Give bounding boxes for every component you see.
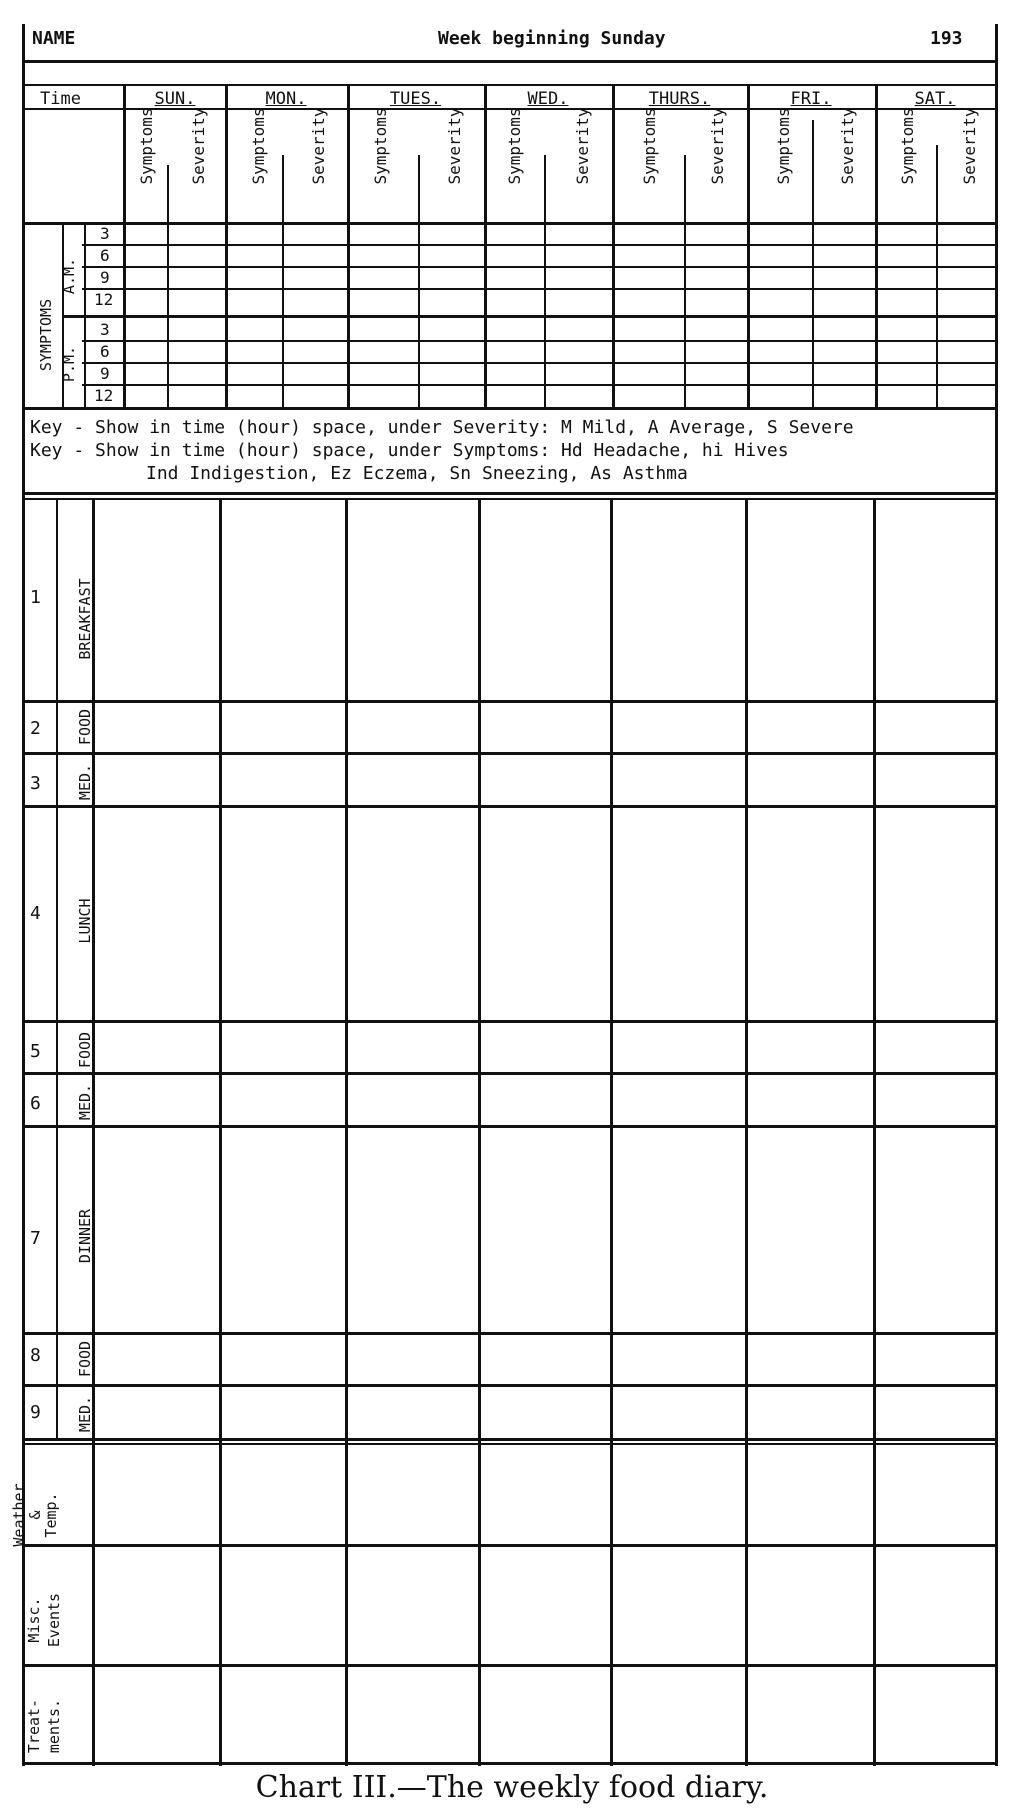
subcol-sat-severity: Severity [960,107,979,185]
hline-treatments-bottom [22,1762,998,1765]
row-num-2: 2 [30,718,41,739]
vline-meal-sun-mon [219,498,222,1766]
row-label-lunch: LUNCH [76,898,94,944]
vline-fri-sat [875,84,878,409]
row-label-breakfast: BREAKFAST [76,578,94,660]
vline-mon-tue [347,84,350,409]
hline-dinner-bottom [22,1332,998,1335]
misc-line-1: Misc. [25,1597,43,1643]
row-num-6: 6 [30,1093,41,1114]
hline-header-bottom [22,60,998,63]
vline-mon-sub [282,155,284,409]
vline-meal-label [92,498,95,1766]
hline-food3-bottom [22,1384,998,1387]
hline-day-bottom [22,108,998,110]
hline-day-top [22,84,998,86]
key-symptoms-cont: Ind Indigestion, Ez Eczema, Sn Sneezing, As Asthma [146,463,688,484]
hline-med3-bottom-2 [22,1443,998,1445]
row-num-7: 7 [30,1228,41,1249]
day-label-tues: TUES. [389,89,442,109]
vline-time-col [123,84,126,409]
row-num-9: 9 [30,1402,41,1423]
vline-symptoms-label [62,222,64,409]
am-hour-6: 6 [100,246,110,265]
subcol-sun-symptoms: Symptoms [137,107,156,185]
subcol-sun-severity: Severity [189,107,208,185]
vline-meal-thu-fri [745,498,748,1766]
weather-line-3: Temp. [42,1492,60,1538]
vline-rownum [56,498,58,1440]
hline-am-9 [82,266,998,268]
hline-med1-bottom [22,805,998,808]
hline-key-bottom [22,492,998,495]
frame-left [22,24,25,1766]
row-num-4: 4 [30,903,41,924]
vline-tue-wed [484,84,487,409]
pm-hour-9: 9 [100,364,110,383]
subcol-thurs-symptoms: Symptoms [640,107,659,185]
subcol-fri-severity: Severity [838,107,857,185]
am-label: A.M. [60,257,78,295]
symptoms-section-label: SYMPTOMS [37,298,55,372]
weather-line-1: Weather [10,1483,28,1547]
subcol-tues-symptoms: Symptoms [371,107,390,185]
key-severity: Key - Show in time (hour) space, under Severity: M Mild, A Average, S Severe [30,417,854,438]
vline-thu-fri [747,84,750,409]
vline-meal-tue-wed [478,498,481,1766]
vline-sun-sub [167,165,169,409]
vline-ampm-label [84,222,86,409]
row-label-med-2: MED. [76,1083,94,1121]
hline-food2-bottom [22,1072,998,1075]
pm-hour-3: 3 [100,320,110,339]
hline-breakfast-bottom [22,700,998,703]
page-title: Week beginning Sunday [438,28,666,49]
day-label-sun: SUN. [154,89,196,109]
vline-wed-thu [612,84,615,409]
frame-right [995,24,998,1766]
subcol-wed-symptoms: Symptoms [505,107,524,185]
vline-tue-sub [418,155,420,409]
hline-lunch-bottom [22,1020,998,1023]
time-label: Time [40,89,81,109]
vline-meal-fri-sat [873,498,876,1766]
row-label-dinner: DINNER [76,1208,94,1264]
hline-med2-bottom [22,1125,998,1128]
pm-hour-6: 6 [100,342,110,361]
subcol-mon-symptoms: Symptoms [249,107,268,185]
subcol-thurs-severity: Severity [708,107,727,185]
subcol-tues-severity: Severity [445,107,464,185]
am-hour-3: 3 [100,224,110,243]
subcol-fri-symptoms: Symptoms [774,107,793,185]
vline-thu-sub [684,155,686,409]
vline-fri-sub [812,120,814,409]
row-label-food-3: FOOD [76,1340,94,1378]
subcol-sat-symptoms: Symptoms [898,107,917,185]
hline-pm-12 [82,384,998,386]
weather-line-2: & [26,1510,44,1520]
row-num-5: 5 [30,1041,41,1062]
subcol-mon-severity: Severity [309,107,328,185]
hline-med3-bottom [22,1438,998,1441]
hline-weather-bottom [22,1544,998,1547]
row-num-8: 8 [30,1345,41,1366]
hline-misc-bottom [22,1664,998,1667]
row-label-food-2: FOOD [76,1031,94,1069]
subcol-wed-severity: Severity [573,107,592,185]
hline-am-6 [82,244,998,246]
day-label-fri: FRI. [790,89,832,109]
row-num-1: 1 [30,587,41,608]
misc-line-2: Events [45,1592,63,1648]
hline-key-bottom-2 [22,498,998,500]
day-label-wed: WED. [527,89,569,109]
hline-pm-6 [82,340,998,342]
hline-am-12 [82,288,998,290]
vline-sun-mon [225,84,228,409]
treat-line-2: ments. [45,1698,63,1754]
day-label-thurs: THURS. [648,89,711,109]
vline-meal-wed-thu [610,498,613,1766]
figure-caption: Chart III.—The weekly food diary. [255,1770,769,1805]
row-num-3: 3 [30,773,41,794]
am-hour-9: 9 [100,268,110,287]
row-label-med-1: MED. [76,763,94,801]
name-label: NAME [32,28,76,49]
misc-events-label [16,1572,76,1668]
treatments-label [18,1678,74,1774]
hline-pm-9 [82,362,998,364]
vline-wed-sub [544,155,546,409]
day-label-sat: SAT. [914,89,956,109]
vline-meal-mon-tue [345,498,348,1766]
pm-label: P.M. [60,345,78,383]
day-label-mon: MON. [265,89,307,109]
pm-hour-12: 12 [94,386,114,405]
hline-am-pm [62,315,998,318]
page-number: 193 [930,28,963,49]
am-hour-12: 12 [94,290,114,309]
row-label-med-3: MED. [76,1395,94,1433]
key-symptoms: Key - Show in time (hour) space, under Symptoms: Hd Headache, hi Hives [30,440,789,461]
row-label-food-1: FOOD [76,708,94,746]
hline-food1-bottom [22,752,998,755]
vline-sat-sub [936,145,938,409]
treat-line-1: Treat- [25,1698,43,1754]
